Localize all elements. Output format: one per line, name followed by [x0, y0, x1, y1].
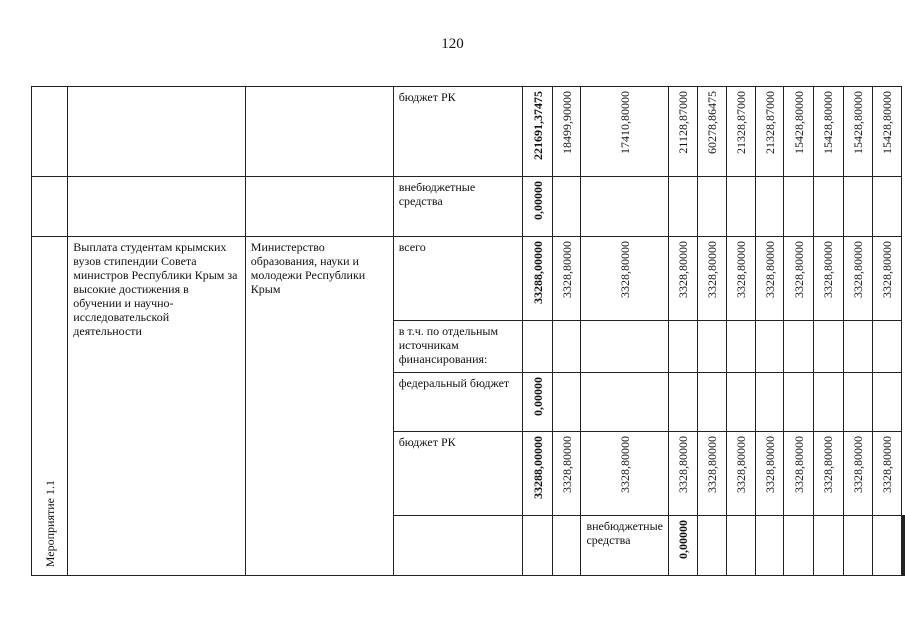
total-cell: 221691,37475: [523, 87, 553, 177]
source-cell: в т.ч. по отдельным источникам финансирования:: [393, 321, 523, 373]
year-value-cell: [814, 321, 844, 373]
executor-cell-continued: [245, 87, 393, 177]
year-value-cell: [843, 321, 873, 373]
year-value-cell: 21328,87000: [727, 87, 756, 177]
year-value-cell: 15428,80000: [784, 87, 814, 177]
year-value-cell: [814, 373, 844, 432]
total-cell: 0,00000: [523, 177, 553, 237]
year-value-cell: 3328,80000: [581, 237, 669, 321]
year-value-cell: 3328,80000: [697, 432, 727, 516]
source-cell: федеральный бюджет: [393, 373, 523, 432]
year-value-cell: 3328,80000: [873, 237, 902, 321]
year-value-cell: 3328,80000: [784, 432, 814, 516]
year-value-cell: [727, 321, 756, 373]
total-cell: [523, 321, 553, 373]
table-row: [32, 237, 905, 321]
source-cell: бюджет РК: [393, 432, 523, 516]
year-value-cell: [668, 321, 697, 373]
table-row: [32, 87, 905, 177]
year-value-cell: [843, 177, 873, 237]
year-value-cell: 17410,80000: [581, 87, 669, 177]
source-cell: бюджет РК: [393, 87, 523, 177]
year-value-cell: [755, 321, 784, 373]
year-value-cell: [873, 373, 902, 432]
source-cell: внебюджетные средства: [581, 516, 669, 576]
year-value-cell: 3328,80000: [727, 237, 756, 321]
year-value-cell: 3328,80000: [581, 432, 669, 516]
year-value-cell: [755, 516, 784, 576]
year-value-cell: [727, 373, 756, 432]
year-value-cell: [755, 177, 784, 237]
year-value-cell: [581, 177, 669, 237]
year-value-cell: 21328,87000: [755, 87, 784, 177]
year-value-cell: [727, 177, 756, 237]
year-value-cell: 3328,80000: [668, 432, 697, 516]
year-value-cell: 3328,80000: [755, 237, 784, 321]
year-value-cell: 21128,87000: [668, 87, 697, 177]
year-value-cell: 3328,80000: [814, 432, 844, 516]
description-cell-continued: [68, 177, 246, 237]
year-value-cell: [814, 516, 844, 576]
label-cell-continued: [32, 87, 68, 177]
year-value-cell: [697, 373, 727, 432]
year-value-cell: [552, 321, 581, 373]
year-value-cell: [843, 516, 873, 576]
label-cell-continued: [32, 177, 68, 237]
year-value-cell: 15428,80000: [814, 87, 844, 177]
year-value-cell: [784, 321, 814, 373]
year-value-cell: [873, 177, 902, 237]
year-value-cell: [581, 321, 669, 373]
source-cell: внебюджетные средства: [393, 177, 523, 237]
year-value-cell: 3328,80000: [843, 432, 873, 516]
year-value-cell: [873, 321, 902, 373]
source-cell: всего: [393, 237, 523, 321]
year-value-cell: 3328,80000: [668, 237, 697, 321]
executor-cell-continued: [245, 177, 393, 237]
page-number: 120: [441, 36, 464, 52]
year-value-cell: [727, 516, 756, 576]
total-cell: 0,00000: [523, 373, 553, 432]
year-value-cell: [668, 177, 697, 237]
year-value-cell: 15428,80000: [843, 87, 873, 177]
year-value-cell: [784, 516, 814, 576]
year-value-cell: [552, 177, 581, 237]
year-value-cell: [784, 373, 814, 432]
year-value-cell: 3328,80000: [784, 237, 814, 321]
year-value-cell: [784, 177, 814, 237]
total-cell: 33288,00000: [523, 237, 553, 321]
year-value-cell: 3328,80000: [552, 432, 581, 516]
year-value-cell: [668, 373, 697, 432]
year-value-cell: [697, 177, 727, 237]
description-cell-continued: [523, 516, 553, 576]
row-label: Мероприятие 1.1: [42, 479, 57, 567]
year-value-cell: 3328,80000: [727, 432, 756, 516]
year-value-cell: [552, 373, 581, 432]
year-value-cell: [697, 321, 727, 373]
year-value-cell: [904, 516, 905, 576]
year-value-cell: [843, 373, 873, 432]
executor-cell-continued: [552, 516, 581, 576]
year-value-cell: 15428,80000: [873, 87, 902, 177]
year-value-cell: 3328,80000: [843, 237, 873, 321]
year-value-cell: 3328,80000: [814, 237, 844, 321]
year-value-cell: [755, 373, 784, 432]
year-value-cell: [697, 516, 727, 576]
year-value-cell: [814, 177, 844, 237]
total-cell: 0,00000: [668, 516, 697, 576]
row-label-cell: [32, 237, 68, 576]
year-value-cell: 3328,80000: [755, 432, 784, 516]
description-cell-continued: [68, 87, 246, 177]
year-value-cell: 3328,80000: [873, 432, 902, 516]
label-cell-continued: [393, 516, 523, 576]
budget-table: [31, 86, 905, 576]
description-cell: Выплата студентам крымских вузов стипендии Совета министров Республики Крым за высокие достижения в обучении и научно-исследовательской деятельности: [68, 237, 246, 576]
total-cell: 33288,00000: [523, 432, 553, 516]
executor-cell: Министерство образования, науки и молодежи Республики Крым: [245, 237, 393, 576]
year-value-cell: [873, 516, 902, 576]
year-value-cell: 60278,86475: [697, 87, 727, 177]
year-value-cell: [581, 373, 669, 432]
year-value-cell: 3328,80000: [697, 237, 727, 321]
table-row: [32, 177, 905, 237]
year-value-cell: 18499,90000: [552, 87, 581, 177]
year-value-cell: 3328,80000: [552, 237, 581, 321]
